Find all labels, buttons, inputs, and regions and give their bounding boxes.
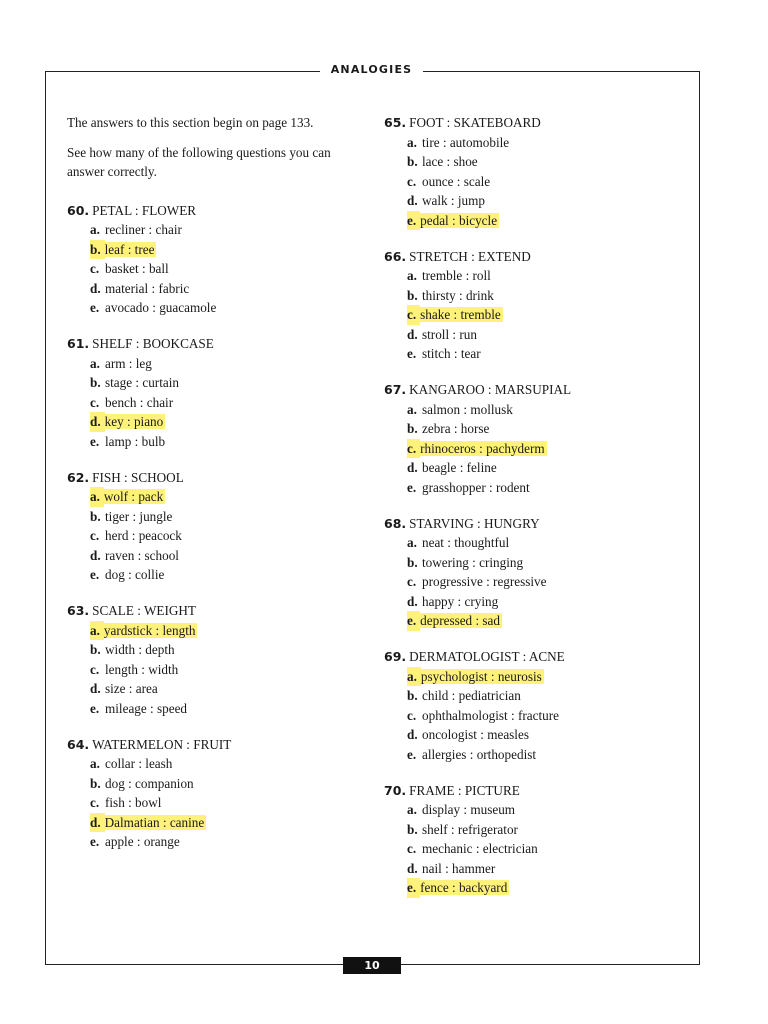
option-text: stage : curtain bbox=[105, 375, 179, 390]
questions-left bbox=[67, 201, 367, 852]
question-number: 60. bbox=[67, 202, 90, 218]
answer-option-highlighted bbox=[384, 439, 684, 459]
answer-option bbox=[384, 745, 684, 765]
answer-option bbox=[67, 279, 367, 299]
answer-option-highlighted bbox=[67, 240, 367, 260]
option-letter: b. bbox=[407, 821, 418, 837]
question bbox=[384, 781, 684, 898]
answer-option-highlighted bbox=[384, 611, 684, 631]
answer-option-highlighted bbox=[67, 412, 367, 432]
answer-option bbox=[384, 725, 684, 745]
answer-option bbox=[384, 553, 684, 573]
option-text: stroll : run bbox=[422, 326, 477, 342]
option-text: nail : hammer bbox=[422, 860, 496, 876]
answer-option bbox=[384, 152, 684, 172]
left-column bbox=[67, 113, 367, 868]
option-letter: d. bbox=[407, 860, 418, 876]
option-text: child : pediatrician bbox=[422, 688, 521, 703]
option-letter: b. bbox=[407, 554, 418, 570]
option-letter: a. bbox=[407, 401, 417, 417]
option-letter: b. bbox=[90, 775, 101, 791]
option-text: collar : leash bbox=[105, 756, 173, 771]
answer-option-highlighted bbox=[67, 621, 367, 641]
answer-option bbox=[384, 133, 684, 153]
option-letter: b. bbox=[90, 508, 101, 524]
answer-option bbox=[67, 546, 367, 566]
option-letter: d. bbox=[407, 326, 418, 342]
question bbox=[384, 247, 684, 364]
answer-option bbox=[384, 533, 684, 553]
option-letter: b. bbox=[407, 154, 418, 169]
answer-option bbox=[384, 325, 684, 345]
answer-option bbox=[384, 419, 684, 439]
question-number: 66. bbox=[384, 248, 407, 264]
intro bbox=[67, 113, 367, 182]
option-letter: e. bbox=[90, 834, 100, 849]
option-text: arm : leg bbox=[105, 355, 152, 371]
option-letter: d. bbox=[90, 813, 105, 833]
option-text: size : area bbox=[105, 681, 158, 696]
answer-option-highlighted bbox=[67, 813, 367, 833]
option-text: basket : ball bbox=[105, 261, 169, 276]
answer-option bbox=[67, 373, 367, 393]
option-text: herd : peacock bbox=[105, 528, 182, 543]
answer-option bbox=[67, 565, 367, 585]
option-text: salmon : mollusk bbox=[422, 401, 513, 417]
question-number: 69. bbox=[384, 649, 407, 664]
option-text: lamp : bulb bbox=[105, 433, 166, 449]
option-text: progressive : regressive bbox=[422, 574, 547, 589]
option-text: towering : cringing bbox=[422, 554, 524, 570]
option-text: shelf : refrigerator bbox=[422, 821, 518, 837]
option-letter: a. bbox=[90, 621, 104, 641]
answer-option bbox=[384, 592, 684, 612]
answer-option bbox=[67, 354, 367, 374]
answer-option bbox=[67, 393, 367, 413]
option-text: key : piano bbox=[104, 414, 164, 429]
option-letter: b. bbox=[407, 287, 418, 303]
option-letter: b. bbox=[90, 375, 101, 390]
answer-option bbox=[67, 774, 367, 794]
answer-option bbox=[384, 266, 684, 286]
option-letter: d. bbox=[90, 280, 101, 296]
option-text: ounce : scale bbox=[422, 173, 491, 189]
option-text: pedal : bicycle bbox=[420, 212, 498, 228]
option-text: happy : crying bbox=[422, 593, 499, 609]
question-text: WATERMELON : FRUIT bbox=[92, 736, 232, 752]
answer-option-highlighted bbox=[384, 211, 684, 231]
option-letter: e. bbox=[407, 878, 420, 898]
answer-option-highlighted bbox=[67, 487, 367, 507]
option-text: shake : tremble bbox=[420, 307, 501, 322]
option-letter: a. bbox=[90, 222, 100, 237]
option-text: ophthalmologist : fracture bbox=[422, 707, 559, 723]
option-text: leaf : tree bbox=[104, 241, 155, 257]
option-letter: e. bbox=[90, 567, 100, 582]
option-text: mechanic : electrician bbox=[422, 841, 538, 856]
answer-option bbox=[67, 298, 367, 318]
option-letter: c. bbox=[407, 841, 417, 856]
questions-right bbox=[384, 113, 684, 898]
answer-option bbox=[67, 660, 367, 680]
option-text: fence : backyard bbox=[420, 880, 508, 895]
option-text: rhinoceros : pachyderm bbox=[420, 440, 545, 456]
option-letter: d. bbox=[90, 681, 101, 696]
answer-option bbox=[384, 859, 684, 879]
answer-option bbox=[384, 172, 684, 192]
option-letter: c. bbox=[90, 661, 100, 677]
option-letter: e. bbox=[407, 611, 420, 631]
option-text: tremble : roll bbox=[422, 268, 491, 283]
option-text: width : depth bbox=[105, 642, 175, 657]
question-number: 70. bbox=[384, 782, 407, 798]
question bbox=[384, 113, 684, 230]
option-letter: a. bbox=[407, 535, 417, 550]
question bbox=[384, 380, 684, 497]
answer-option bbox=[67, 699, 367, 719]
option-letter: a. bbox=[90, 756, 100, 771]
option-letter: e. bbox=[407, 346, 417, 361]
answer-option bbox=[384, 191, 684, 211]
option-text: Dalmatian : canine bbox=[104, 814, 205, 830]
answer-option bbox=[67, 507, 367, 527]
question bbox=[67, 601, 367, 718]
question-number: 68. bbox=[384, 515, 407, 531]
option-text: beagle : feline bbox=[422, 460, 497, 475]
option-text: fish : bowl bbox=[105, 795, 162, 810]
answer-option bbox=[384, 686, 684, 706]
option-text: grasshopper : rodent bbox=[422, 479, 530, 495]
option-letter: a. bbox=[407, 268, 417, 283]
option-letter: d. bbox=[407, 727, 418, 742]
question-text: SHELF : BOOKCASE bbox=[92, 336, 214, 351]
option-text: neat : thoughtful bbox=[422, 535, 510, 550]
option-letter: e. bbox=[407, 746, 417, 762]
option-letter: e. bbox=[90, 700, 100, 716]
option-text: stitch : tear bbox=[422, 346, 481, 361]
question bbox=[384, 647, 684, 764]
option-letter: b. bbox=[407, 421, 418, 436]
option-text: lace : shoe bbox=[422, 154, 478, 169]
answer-option bbox=[384, 706, 684, 726]
answer-option bbox=[67, 259, 367, 279]
question-stem bbox=[384, 113, 684, 133]
answer-option bbox=[384, 458, 684, 478]
option-letter: a. bbox=[407, 667, 421, 687]
intro-answers-note: The answers to this section begin on page 133. bbox=[67, 115, 314, 130]
option-text: walk : jump bbox=[422, 193, 486, 208]
option-letter: c. bbox=[90, 528, 100, 543]
question-stem bbox=[384, 647, 684, 667]
answer-option bbox=[67, 793, 367, 813]
option-letter: c. bbox=[407, 439, 420, 459]
option-letter: a. bbox=[407, 134, 417, 150]
answer-option bbox=[384, 572, 684, 592]
option-letter: e. bbox=[90, 433, 100, 449]
option-text: length : width bbox=[105, 661, 179, 677]
option-text: bench : chair bbox=[105, 394, 174, 410]
option-text: mileage : speed bbox=[105, 700, 188, 716]
question-number: 63. bbox=[67, 603, 90, 618]
question-stem bbox=[67, 735, 367, 755]
answer-option bbox=[384, 839, 684, 859]
answer-option bbox=[67, 640, 367, 660]
option-text: psychologist : neurosis bbox=[420, 668, 542, 684]
answer-option-highlighted bbox=[384, 667, 684, 687]
answer-option bbox=[67, 679, 367, 699]
option-text: dog : companion bbox=[105, 775, 194, 791]
option-text: material : fabric bbox=[105, 280, 190, 296]
question bbox=[67, 735, 367, 852]
question bbox=[67, 201, 367, 318]
option-text: yardstick : length bbox=[103, 622, 196, 638]
question bbox=[67, 468, 367, 585]
option-letter: d. bbox=[90, 412, 105, 432]
question-stem bbox=[67, 201, 367, 221]
question-text: STARVING : HUNGRY bbox=[409, 515, 540, 531]
question-text: SCALE : WEIGHT bbox=[92, 603, 196, 618]
question-text: KANGAROO : MARSUPIAL bbox=[409, 382, 572, 397]
answer-option-highlighted bbox=[384, 305, 684, 325]
question-number: 62. bbox=[67, 469, 90, 485]
option-letter: d. bbox=[407, 193, 418, 208]
answer-option bbox=[384, 286, 684, 306]
option-letter: c. bbox=[90, 394, 100, 410]
question-stem bbox=[384, 380, 684, 400]
question-stem bbox=[67, 601, 367, 621]
question bbox=[67, 334, 367, 451]
answer-option bbox=[384, 344, 684, 364]
answer-option bbox=[67, 432, 367, 452]
answer-option bbox=[67, 754, 367, 774]
option-text: thirsty : drink bbox=[422, 287, 494, 303]
answer-option-highlighted bbox=[384, 878, 684, 898]
option-text: allergies : orthopedist bbox=[422, 746, 537, 762]
option-letter: e. bbox=[407, 479, 417, 495]
option-letter: a. bbox=[90, 487, 104, 507]
option-letter: a. bbox=[90, 355, 100, 371]
answer-option bbox=[384, 478, 684, 498]
question-text: FISH : SCHOOL bbox=[92, 469, 184, 485]
question-stem bbox=[67, 334, 367, 354]
answer-option bbox=[67, 832, 367, 852]
question-number: 65. bbox=[384, 115, 407, 130]
option-letter: b. bbox=[407, 688, 418, 703]
option-letter: c. bbox=[90, 261, 100, 276]
option-text: dog : collie bbox=[105, 567, 165, 582]
option-text: display : museum bbox=[422, 802, 516, 817]
question-text: STRETCH : EXTEND bbox=[409, 248, 531, 264]
option-text: tire : automobile bbox=[422, 134, 510, 150]
question-stem bbox=[384, 247, 684, 267]
option-letter: c. bbox=[407, 173, 417, 189]
option-text: zebra : horse bbox=[422, 421, 490, 436]
question-stem bbox=[67, 468, 367, 488]
option-letter: e. bbox=[407, 211, 420, 231]
option-letter: e. bbox=[90, 300, 100, 315]
option-text: tiger : jungle bbox=[105, 508, 173, 524]
option-text: apple : orange bbox=[105, 834, 180, 849]
option-letter: b. bbox=[90, 240, 105, 260]
option-text: depressed : sad bbox=[420, 613, 500, 628]
option-text: raven : school bbox=[105, 547, 179, 563]
option-letter: d. bbox=[407, 460, 418, 475]
option-letter: c. bbox=[407, 574, 417, 589]
question-stem bbox=[384, 781, 684, 801]
option-letter: c. bbox=[90, 795, 100, 810]
option-text: avocado : guacamole bbox=[105, 300, 217, 315]
question-stem bbox=[384, 514, 684, 534]
answer-option bbox=[384, 800, 684, 820]
question-text: FOOT : SKATEBOARD bbox=[409, 115, 541, 130]
intro-instructions: See how many of the following questions you can answer correctly. bbox=[67, 144, 331, 179]
option-letter: c. bbox=[407, 305, 420, 325]
option-letter: d. bbox=[90, 547, 101, 563]
question-number: 64. bbox=[67, 736, 90, 752]
answer-option bbox=[67, 526, 367, 546]
question-text: DERMATOLOGIST : ACNE bbox=[409, 649, 565, 664]
option-letter: c. bbox=[407, 707, 417, 723]
section-title: ANALOGIES bbox=[330, 63, 413, 76]
right-column bbox=[384, 113, 684, 914]
question-text: PETAL : FLOWER bbox=[92, 202, 197, 218]
option-text: oncologist : measles bbox=[422, 727, 529, 742]
option-letter: d. bbox=[407, 593, 418, 609]
answer-option bbox=[67, 220, 367, 240]
question bbox=[384, 514, 684, 631]
option-letter: a. bbox=[407, 802, 417, 817]
question-text: FRAME : PICTURE bbox=[409, 782, 520, 798]
page-number: 10 bbox=[343, 957, 401, 974]
question-number: 67. bbox=[384, 382, 407, 397]
option-text: recliner : chair bbox=[105, 222, 182, 237]
answer-option bbox=[384, 400, 684, 420]
question-number: 61. bbox=[67, 336, 90, 351]
option-letter: b. bbox=[90, 642, 101, 657]
option-text: wolf : pack bbox=[103, 489, 164, 504]
answer-option bbox=[384, 820, 684, 840]
